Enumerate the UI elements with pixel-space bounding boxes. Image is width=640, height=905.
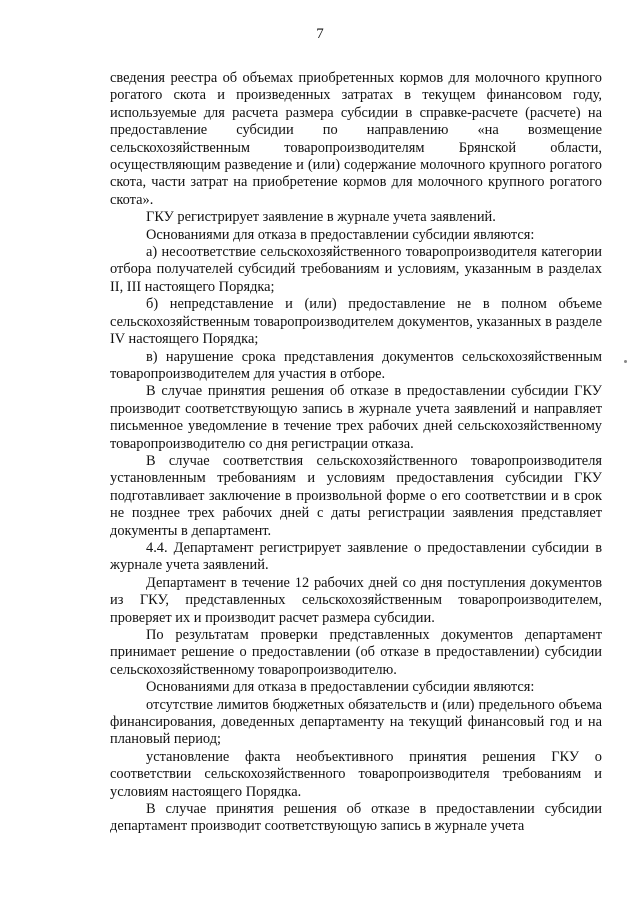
paragraph-ground-v: в) нарушение срока представления документов сельскохозяйственным товаропроизводителем для участия в отборе. xyxy=(110,348,602,382)
paragraph-gku-compliance: В случае соответствия сельскохозяйственного товаропроизводителя установленным требованиям и условиям предоставления субсидии ГКУ подготавливает заключение в произвольной форме о его соответствии и в срок не позднее трех рабочих дней с даты регистрации заявления представляет документы в департамент. xyxy=(110,452,602,539)
page-number: 7 xyxy=(316,26,324,42)
paragraph-department-refusal: В случае принятия решения об отказе в предоставлении субсидии департамент производит соответствующую запись в журнале учета xyxy=(110,801,602,835)
paragraph-gku-registers: ГКУ регистрирует заявление в журнале учета заявлений. xyxy=(146,209,496,226)
paragraph-ground-b: б) непредставление и (или) предоставление не в полном объеме сельскохозяйственным товаропроизводителем документов, указанных в разделе IV настоящего Порядка; xyxy=(110,296,602,348)
paragraph-refusal-grounds-2: Основаниями для отказа в предоставлении субсидии являются: xyxy=(146,679,535,696)
body-text xyxy=(110,70,602,836)
paragraph-gku-refusal: В случае принятия решения об отказе в предоставлении субсидии ГКУ производит соответствующую запись в журнале учета заявлений и направляет письменное уведомление в течение трех рабочих дней сельскохозяйственному товаропроизводителю со дня регистрации отказа. xyxy=(110,383,602,452)
paragraph-registry-info: сведения реестра об объемах приобретенных кормов для молочного крупного рогатого скота и произведенных затратах в текущем финансовом году, используемые для расчета размера субсидии в справке-расчете (расчете) на предоставление субсидии по направлению «на возмещение сельскохозяйственным товаропроизводителям Брянской области, осуществляющим разведение и (или) содержание молочного крупного рогатого скота, части затрат на приобретение кормов для молочного крупного рогатого скота». xyxy=(110,70,602,208)
paragraph-no-limits: отсутствие лимитов бюджетных обязательств и (или) предельного объема финансирования, доведенных департаменту на текущий финансовый год и на плановый период; xyxy=(110,696,602,748)
paragraph-ground-a: а) несоответствие сельскохозяйственного товаропроизводителя категории отбора получателей субсидий требованиям и условиям, указанным в разделах II, III настоящего Порядка; xyxy=(110,244,602,295)
scan-mark xyxy=(624,360,627,363)
paragraph-section-4-4: 4.4. Департамент регистрирует заявление о предоставлении субсидии в журнале учета заявлений. xyxy=(110,539,602,574)
paragraph-department-decision: По результатам проверки представленных документов департамент принимает решение о предоставлении (об отказе в предоставлении) субсидии сельскохозяйственному товаропроизводителю. xyxy=(110,627,602,678)
paragraph-biased-decision: установление факта необъективного принятия решения ГКУ о соответствии сельскохозяйственного товаропроизводителя требованиям и условиям настоящего Порядка. xyxy=(110,748,602,800)
paragraph-refusal-grounds: Основаниями для отказа в предоставлении субсидии являются: xyxy=(146,226,535,243)
paragraph-department-review: Департамент в течение 12 рабочих дней со дня поступления документов из ГКУ, представленных сельскохозяйственным товаропроизводителем, проверяет их и производит расчет размера субсидии. xyxy=(110,574,602,626)
